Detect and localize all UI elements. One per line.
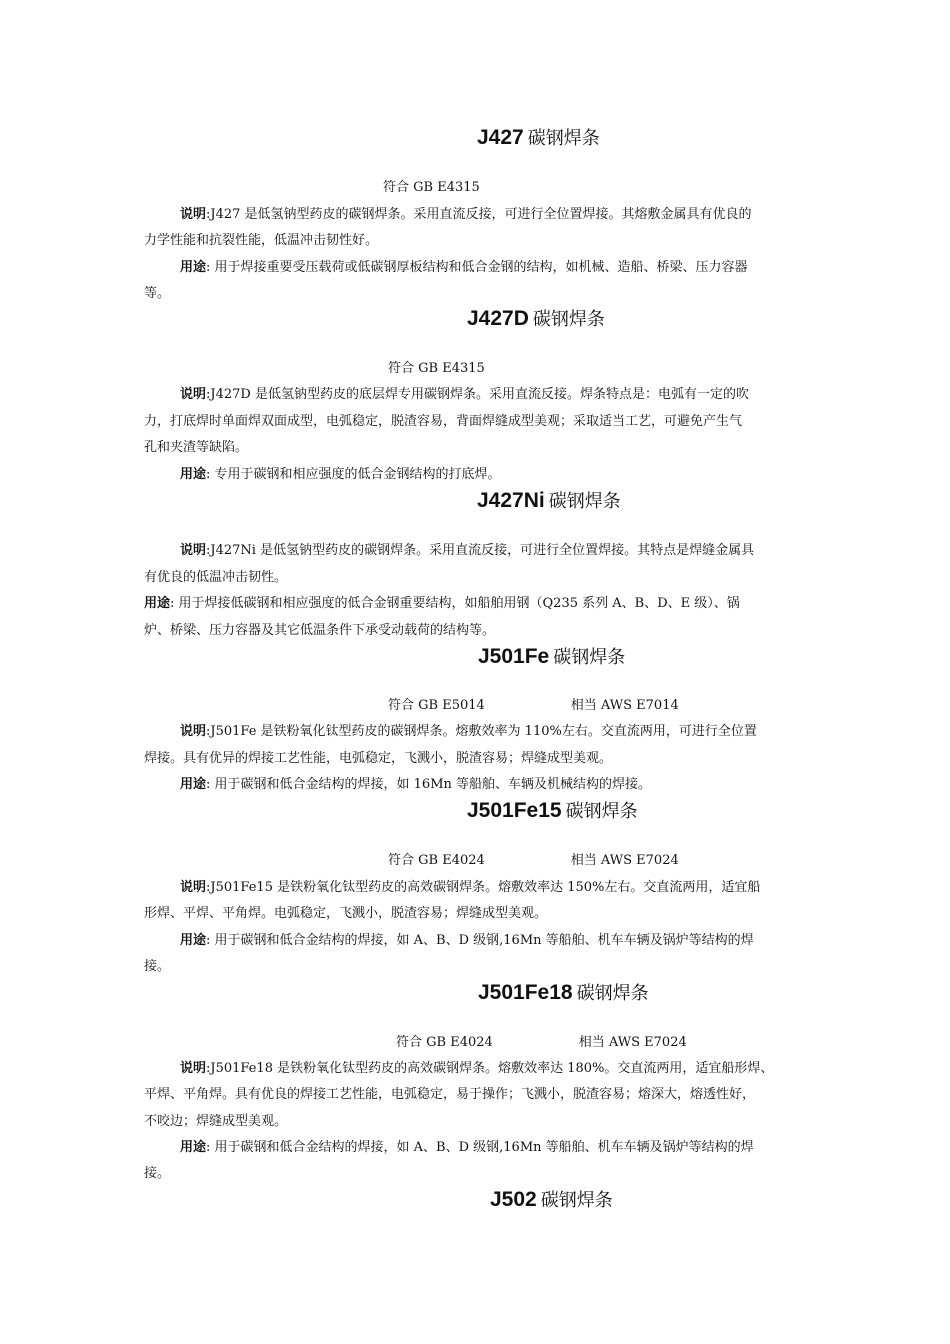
usage-line bbox=[180, 1136, 754, 1155]
product-code: J501Fe15 bbox=[467, 799, 562, 822]
product-code: J427D bbox=[467, 307, 529, 330]
usage-label: 用途 bbox=[180, 777, 207, 792]
usage-line bbox=[180, 256, 748, 275]
product-title bbox=[490, 1186, 613, 1212]
usage-label: 用途 bbox=[180, 467, 207, 482]
product-code: J427Ni bbox=[477, 489, 545, 512]
product-name: 碳钢焊条 bbox=[532, 309, 605, 330]
product-name: 碳钢焊条 bbox=[576, 983, 649, 1004]
usage-label: 用途 bbox=[180, 933, 207, 948]
usage-text: : 用于焊接低碳钢和相应强度的低合金钢重要结构，如船舶用钢（Q235 系列 A、B、D、E 级）、锅 bbox=[170, 596, 740, 611]
usage-text: : 用于碳钢和低合金结构的焊接，如 A、B、D 级钢,16Mn 等船舶、机车车辆及锅炉等结构的焊 bbox=[206, 933, 754, 948]
description-label: 说明 bbox=[180, 724, 207, 739]
usage-line bbox=[144, 592, 740, 611]
product-code: J501Fe bbox=[478, 645, 550, 668]
usage-label: 用途 bbox=[180, 1140, 207, 1155]
description-line: 力学性能和抗裂性能，低温冲击韧性好。 bbox=[144, 233, 379, 248]
usage-line: 接。 bbox=[144, 959, 171, 974]
standard-aws: 相当 AWS E7024 bbox=[570, 853, 679, 868]
usage-line: 接。 bbox=[144, 1166, 171, 1181]
product-name: 碳钢焊条 bbox=[548, 491, 621, 512]
product-title bbox=[478, 979, 649, 1005]
description-line: 焊接。具有优异的焊接工艺性能，电弧稳定，飞溅小，脱渣容易；焊缝成型美观。 bbox=[144, 751, 613, 766]
product-code: J501Fe18 bbox=[478, 981, 573, 1004]
standard-aws: 相当 AWS E7024 bbox=[578, 1035, 687, 1050]
usage-text: : 用于焊接重要受压载荷或低碳钢厚板结构和低合金钢的结构，如机械、造船、桥梁、压力容器 bbox=[206, 260, 748, 275]
standard-line bbox=[396, 1031, 687, 1050]
product-name: 碳钢焊条 bbox=[527, 128, 600, 149]
description-line bbox=[180, 720, 757, 739]
description-text: :J427 是低氢钠型药皮的碳钢焊条。采用直流反接，可进行全位置焊接。其熔敷金属具有优良的 bbox=[206, 207, 752, 222]
product-name: 碳钢焊条 bbox=[565, 801, 638, 822]
product-title bbox=[467, 797, 638, 823]
description-line bbox=[180, 1057, 773, 1076]
standard-line bbox=[383, 176, 480, 195]
standard-line bbox=[388, 357, 485, 376]
description-line: 有优良的低温冲击韧性。 bbox=[144, 570, 288, 585]
description-line: 不咬边；焊缝成型美观。 bbox=[144, 1114, 288, 1129]
product-title bbox=[477, 487, 621, 513]
description-line: 孔和夹渣等缺陷。 bbox=[144, 440, 249, 455]
usage-line bbox=[180, 463, 501, 482]
product-title bbox=[477, 124, 600, 150]
description-line bbox=[180, 383, 749, 402]
standard-gb: 符合 GB E4315 bbox=[383, 180, 480, 195]
description-text: :J501Fe18 是铁粉氧化钛型药皮的高效碳钢焊条。熔敷效率达 180%。交直流两用，适宜船形焊、 bbox=[206, 1061, 774, 1076]
standard-line bbox=[388, 849, 679, 868]
standard-gb: 符合 GB E4315 bbox=[388, 361, 485, 376]
description-text: :J501Fe15 是铁粉氧化钛型药皮的高效碳钢焊条。熔敷效率达 150%左右。交直流两用，适宜船 bbox=[206, 880, 761, 895]
standard-gb: 符合 GB E4024 bbox=[396, 1035, 493, 1050]
standard-aws: 相当 AWS E7014 bbox=[570, 698, 679, 713]
product-title bbox=[467, 305, 605, 331]
description-text: :J427Ni 是低氢钠型药皮的碳钢焊条。采用直流反接，可进行全位置焊接。其特点是焊缝金属具 bbox=[206, 543, 755, 558]
product-name: 碳钢焊条 bbox=[540, 1190, 613, 1211]
description-label: 说明 bbox=[180, 387, 207, 402]
product-code: J502 bbox=[490, 1188, 537, 1211]
description-line: 力，打底焊时单面焊双面成型，电弧稳定，脱渣容易，背面焊缝成型美观；采取适当工艺，可避免产生气 bbox=[144, 414, 743, 429]
usage-line bbox=[180, 929, 754, 948]
description-line bbox=[180, 539, 754, 558]
standard-line bbox=[388, 694, 679, 713]
description-line: 平焊、平角焊。具有优良的焊接工艺性能，电弧稳定，易于操作；飞溅小，脱渣容易；熔深大，熔透性好， bbox=[144, 1087, 756, 1102]
standard-gb: 符合 GB E4024 bbox=[388, 853, 485, 868]
description-line: 形焊、平焊、平角焊。电弧稳定，飞溅小，脱渣容易；焊缝成型美观。 bbox=[144, 906, 548, 921]
description-label: 说明 bbox=[180, 880, 207, 895]
description-text: :J501Fe 是铁粉氧化钛型药皮的碳钢焊条。熔敷效率为 110%左右。交直流两用，可进行全位置 bbox=[206, 724, 757, 739]
product-title bbox=[478, 643, 625, 669]
description-label: 说明 bbox=[180, 207, 207, 222]
usage-line bbox=[180, 773, 651, 792]
description-label: 说明 bbox=[180, 1061, 207, 1076]
usage-line: 炉、桥梁、压力容器及其它低温条件下承受动载荷的结构等。 bbox=[144, 623, 496, 638]
description-line bbox=[180, 876, 760, 895]
usage-text: : 用于碳钢和低合金结构的焊接，如 16Mn 等船舶、车辆及机械结构的焊接。 bbox=[206, 777, 652, 792]
product-code: J427 bbox=[477, 126, 524, 149]
description-text: :J427D 是低氢钠型药皮的底层焊专用碳钢焊条。采用直流反接。焊条特点是：电弧有一定的吹 bbox=[206, 387, 749, 402]
usage-label: 用途 bbox=[180, 260, 207, 275]
usage-line: 等。 bbox=[144, 286, 171, 301]
usage-label: 用途 bbox=[144, 596, 171, 611]
product-name: 碳钢焊条 bbox=[553, 647, 626, 668]
description-label: 说明 bbox=[180, 543, 207, 558]
standard-gb: 符合 GB E5014 bbox=[388, 698, 485, 713]
usage-text: : 专用于碳钢和相应强度的低合金钢结构的打底焊。 bbox=[206, 467, 501, 482]
usage-text: : 用于碳钢和低合金结构的焊接，如 A、B、D 级钢,16Mn 等船舶、机车车辆及锅炉等结构的焊 bbox=[206, 1140, 754, 1155]
description-line bbox=[180, 203, 752, 222]
